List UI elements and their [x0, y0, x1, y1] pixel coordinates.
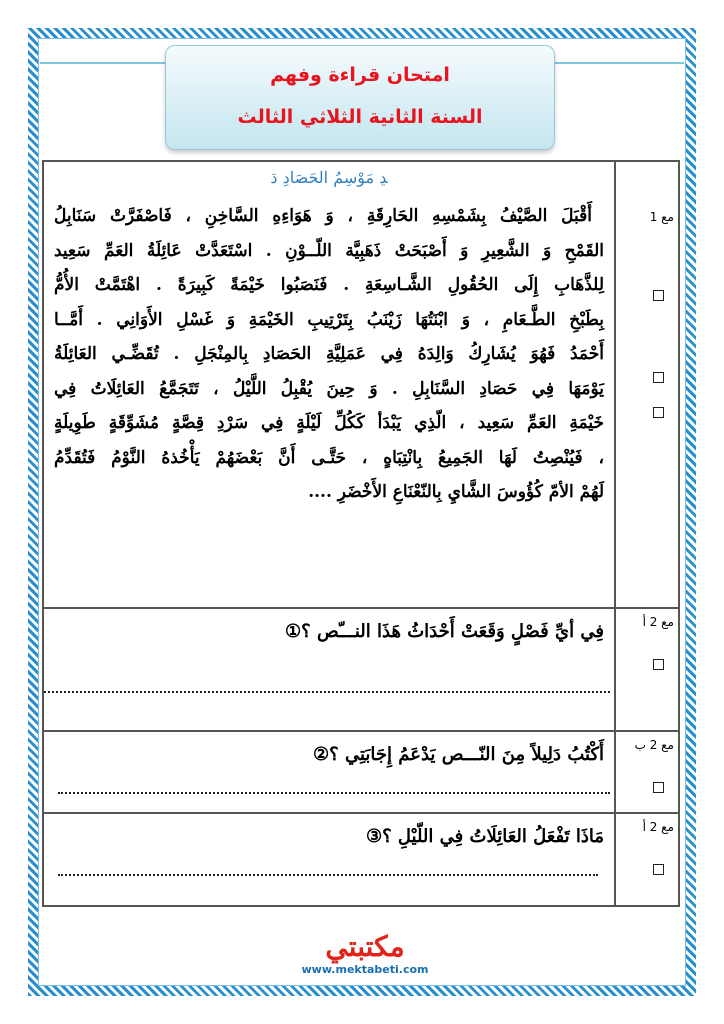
passage-line: القَمْحِ وَ الشَّعِيرِ وَ أَصْبَحَتْ ذَهَبِيَّة اللّــوْنِ . اسْتَعَدَّتْ عَائِلَةُ العَمِّ سَعِيد [54, 240, 604, 261]
passage-cell [43, 161, 615, 608]
question-cell [43, 608, 615, 731]
passage-line: ، فَيُنْصِتُ لَهَا الجَمِيعُ بِانْتِبَاهٍ ، حَتَّـى أَنَّ بَعْضَهُمْ يَأْخُذهُ النَّوْمُ فَتُقَدِّمُ [54, 447, 604, 468]
passage-row [43, 161, 679, 608]
criterion-label: مع 2 أ [642, 615, 674, 629]
checkbox[interactable] [653, 659, 664, 670]
ribbon-left [40, 62, 170, 64]
answer-line[interactable] [58, 792, 610, 794]
question-row [43, 731, 679, 813]
answer-line[interactable] [44, 691, 610, 693]
criterion-label: مع 2 أ [642, 820, 674, 834]
question-row [43, 813, 679, 906]
criterion-cell [615, 608, 679, 731]
site-logo [295, 930, 435, 976]
criterion-label: مع 1 [649, 210, 674, 224]
passage-line: أَحْمَدُ فَهُوَ يُشَارِكُ وَالِدَهُ فِي عَمَلِيَّةِ الحَصَادِ بِالمِنْجَلِ . تُقَضِّـي العَائِلَةُ [54, 344, 604, 364]
passage-line: لِلذَّهَابِ إِلَى الحُقُولِ الشَّـاسِعَةِ . فَنَصَبُوا خَيْمَةً كَبِيرَةً . اهْتَمَّتْ الأُمُّ [54, 275, 604, 295]
passage-title: ﮃ مَوْسِمُ الحَصَادِ ﮄ [270, 168, 388, 187]
criterion-cell [615, 813, 679, 906]
logo-text: مكتبتي [325, 930, 405, 963]
passage-line: لَهُمْ الأمّ كُؤُوسَ الشَّايِ بِالنّعْنَاعِ الأَخْضَرِ .... [308, 482, 604, 502]
checkbox[interactable] [653, 290, 664, 301]
question-text: أَكْتُبُ دَلِيلاً مِنَ النّـــص يَدْعَمُ إِجَابَتِي ؟② [312, 744, 604, 765]
passage-line: خَيْمَةِ العَمِّ سَعِيد ، الّذِي يَبْدَأ كَكُلِّ لَيْلَةٍ فِي سَرْدِ قِصَّةٍ مُشَوِّقَةٍ طَوِيلَةٍ [54, 413, 604, 433]
answer-line[interactable] [58, 874, 598, 876]
criterion-label: مع 2 ب [634, 738, 674, 752]
exam-banner [165, 45, 555, 150]
checkbox[interactable] [653, 407, 664, 418]
criterion-cell [615, 161, 679, 608]
site-url: www.mektabeti.com [301, 963, 429, 976]
question-cell [43, 731, 615, 813]
question-text: فِي أيِّ فَصْلٍ وَقَعَتْ أَحْدَاثُ هَذَا النـــّص ؟① [284, 621, 604, 642]
passage-line: بِطَبْخِ الطَّـعَامِ ، وَ ابْنَتُهَا زَيْنَبُ بِتَرْتِيبِ الخَيْمَةِ وَ غَسْلِ الأَوَانِي . أَمَّــا [54, 309, 604, 330]
ribbon-right [550, 62, 684, 64]
passage-line: يَوْمَهَا فِي حَصَادِ السَّنَابِلِ . وَ حِينَ يُقْبِلُ اللَّيْلُ ، تَتَجَمَّعُ العَائِلَاتُ فِي [54, 378, 604, 399]
exam-title: امتحان قراءة وفهم [270, 64, 450, 86]
passage-text [54, 199, 604, 510]
checkbox[interactable] [653, 372, 664, 383]
question-row [43, 608, 679, 731]
question-cell [43, 813, 615, 906]
passage-line: أَقْبَلَ الصَّيْفُ بِشَمْسِهِ الحَارِقَةِ ، وَ هَوَاءِهِ السَّاخِنِ ، فَاصْفَرَّتْ سَنَابِلُ [54, 206, 592, 226]
exam-table [42, 160, 680, 907]
checkbox[interactable] [653, 782, 664, 793]
checkbox[interactable] [653, 864, 664, 875]
question-text: مَاذَا تَفْعَلُ العَائِلَاتُ فِي اللّيْلِ ؟③ [365, 826, 604, 847]
exam-subtitle: السنة الثانية الثلاثي الثالث [237, 106, 483, 128]
criterion-cell [615, 731, 679, 813]
